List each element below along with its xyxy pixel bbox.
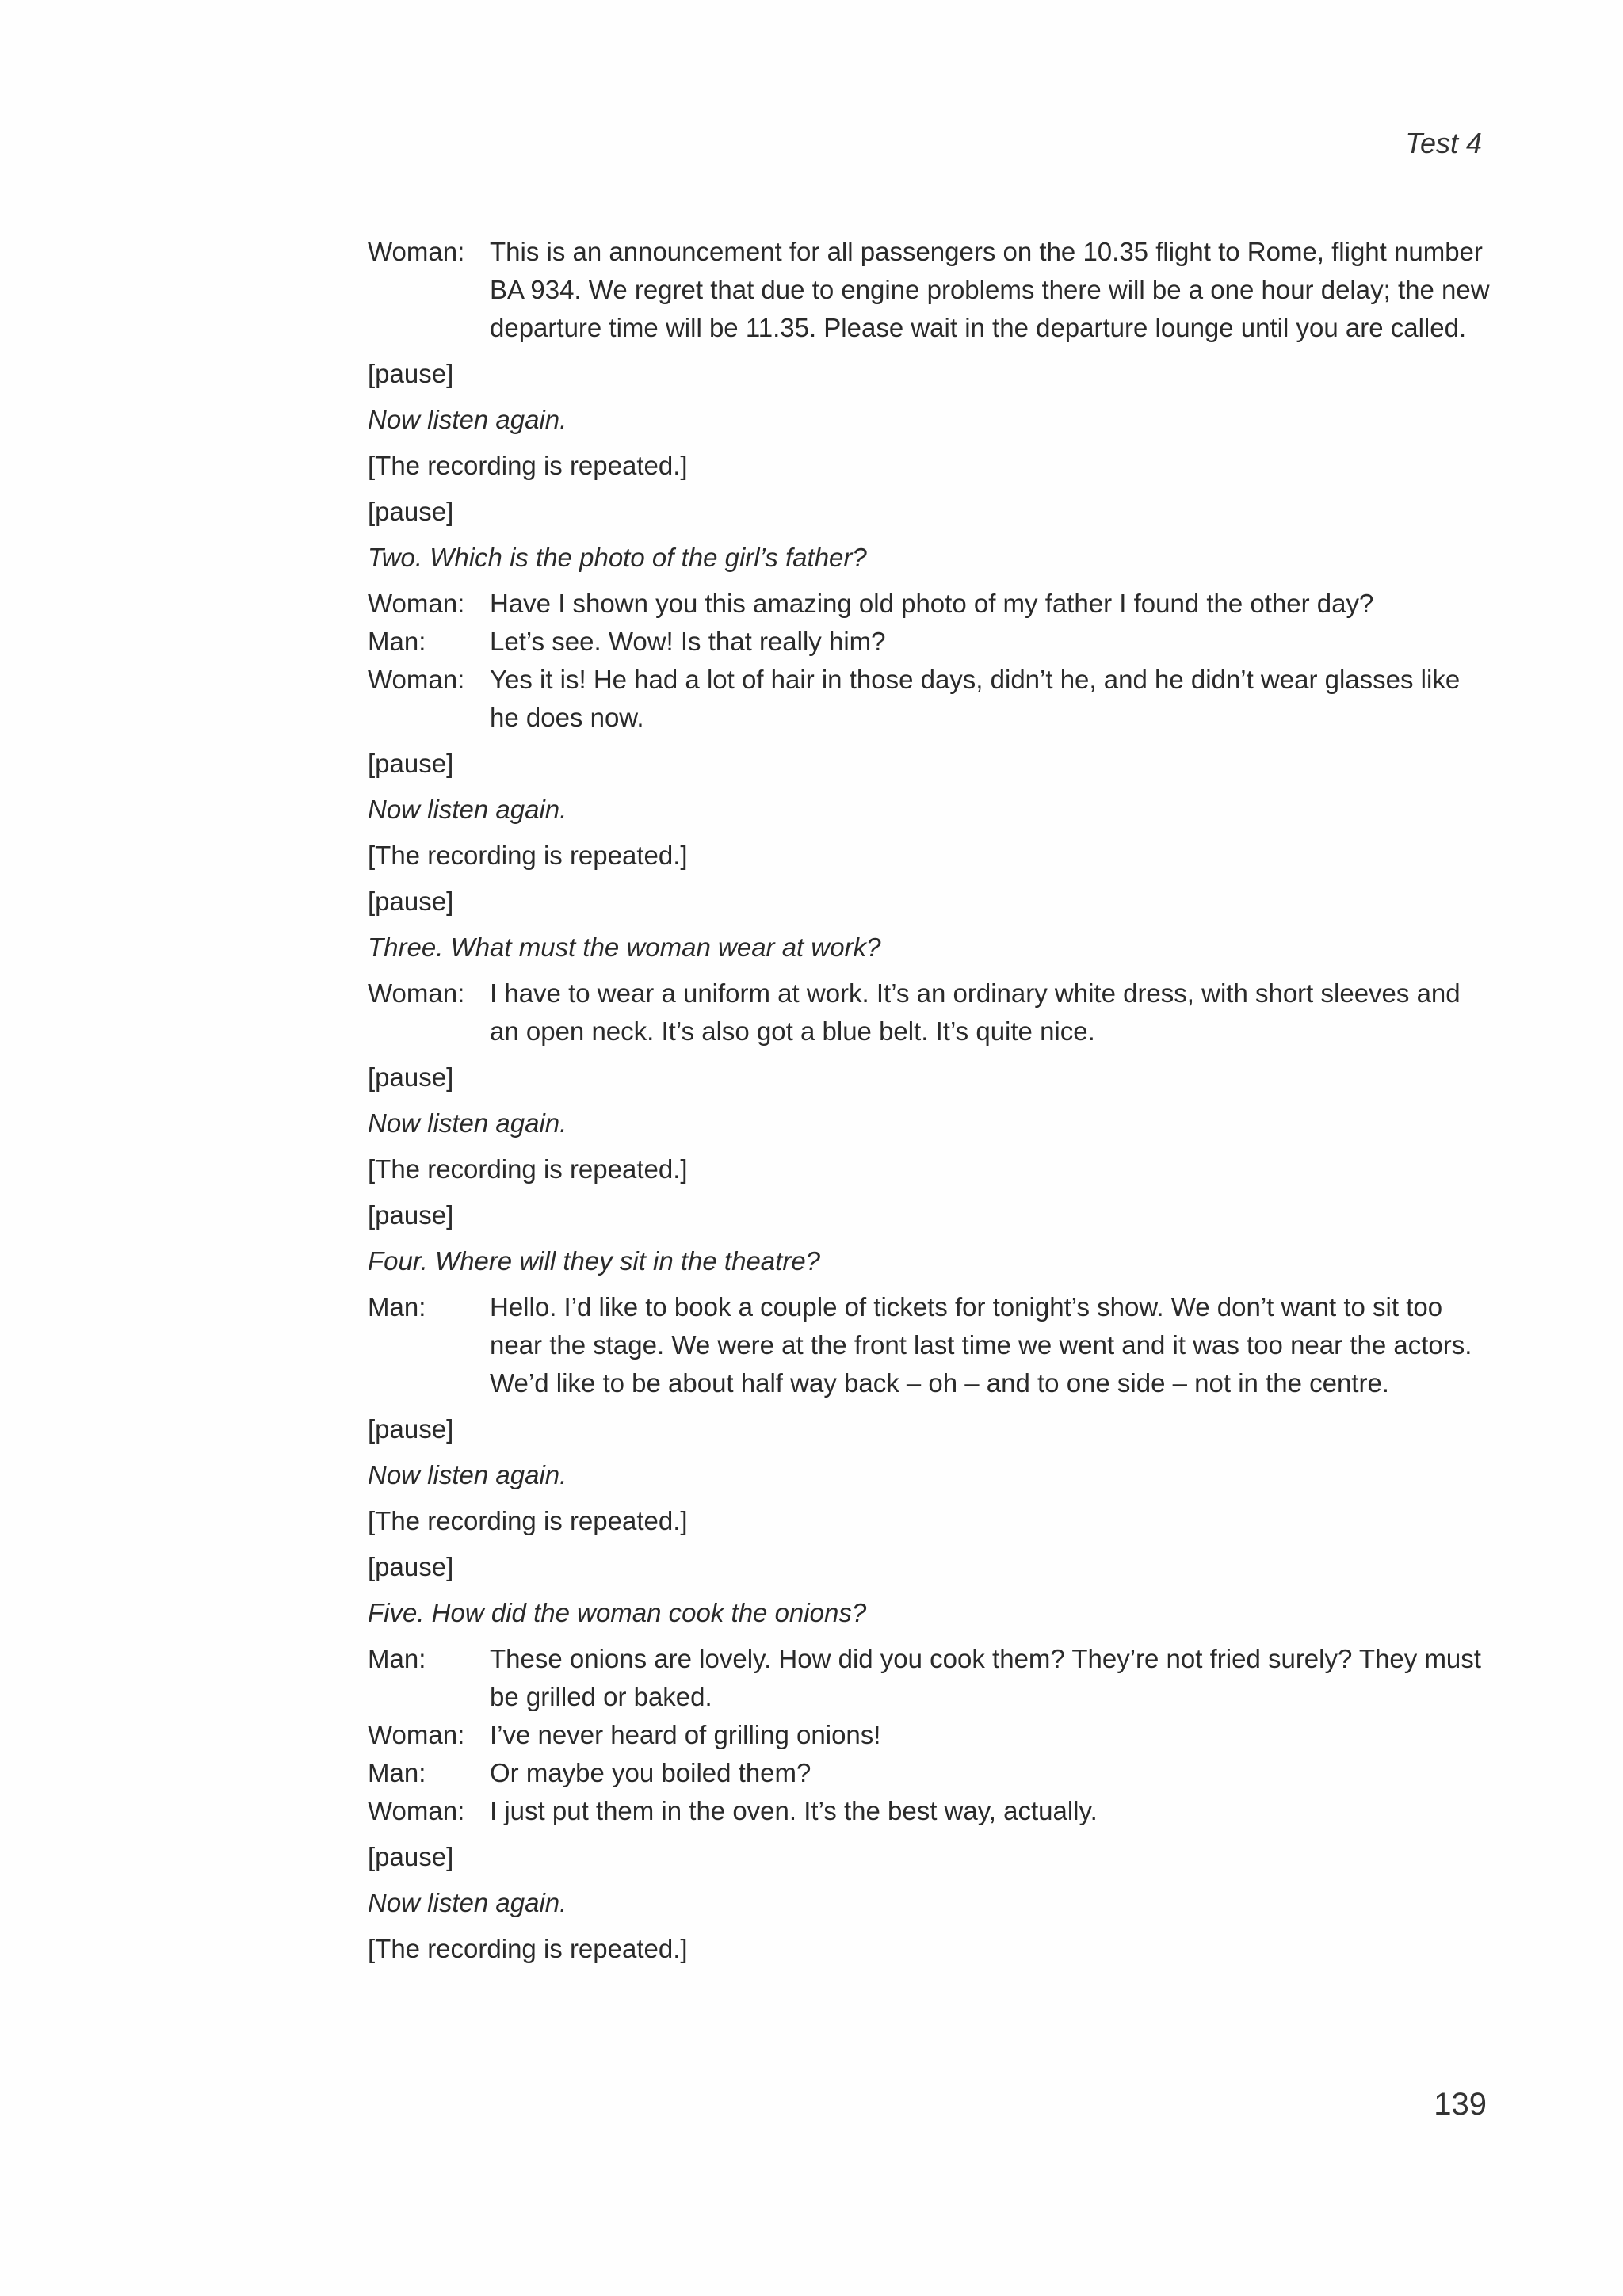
speech-text: Hello. I’d like to book a couple of tickets for tonight’s show. We don’t want to sit too near the stage. We were at the front last time we went and it was too near the actors. We’d like to be about half way back – oh – and to one side – not in the centre. xyxy=(490,1292,1472,1398)
speaker-label: Man: xyxy=(368,1644,426,1673)
dialogue-line xyxy=(368,1716,1493,1754)
speech-text: Or maybe you boiled them? xyxy=(490,1758,812,1787)
speech-text: I just put them in the oven. It’s the best way, actually. xyxy=(490,1796,1098,1825)
stage-direction: [pause] xyxy=(368,359,454,388)
dialogue-line xyxy=(368,974,1493,1051)
speech-text: I have to wear a uniform at work. It’s an ordinary white dress, with short sleeves and an open neck. It’s also got a blue belt. It’s quite nice. xyxy=(490,978,1461,1046)
page-number: 139 xyxy=(1434,2087,1487,2122)
dialogue-line xyxy=(368,1792,1493,1830)
speaker-label: Woman: xyxy=(368,1796,465,1825)
stage-direction: [pause] xyxy=(368,1552,454,1581)
running-head: Test 4 xyxy=(1405,127,1482,159)
dialogue-line xyxy=(368,1288,1493,1402)
instruction-text: Now listen again. xyxy=(368,1888,567,1917)
transcript-body xyxy=(368,233,1493,1976)
speech-text: Let’s see. Wow! Is that really him? xyxy=(490,627,886,656)
instruction-text: Four. Where will they sit in the theatre? xyxy=(368,1246,821,1276)
speech-text: I’ve never heard of grilling onions! xyxy=(490,1720,881,1749)
dialogue-line xyxy=(368,623,1493,661)
dialogue-line xyxy=(368,1754,1493,1792)
speaker-label: Woman: xyxy=(368,978,465,1008)
instruction-text: Now listen again. xyxy=(368,795,567,824)
stage-direction: [pause] xyxy=(368,497,454,526)
instruction-text: Now listen again. xyxy=(368,1460,567,1489)
instruction-text: Two. Which is the photo of the girl’s father? xyxy=(368,543,867,572)
speaker-label: Woman: xyxy=(368,589,465,618)
speaker-label: Man: xyxy=(368,1758,426,1787)
instruction-text: Three. What must the woman wear at work? xyxy=(368,933,881,962)
stage-direction: [pause] xyxy=(368,1414,454,1444)
speaker-label: Woman: xyxy=(368,237,465,266)
speaker-label: Woman: xyxy=(368,1720,465,1749)
stage-direction: [The recording is repeated.] xyxy=(368,1934,688,1963)
stage-direction: [pause] xyxy=(368,1200,454,1230)
instruction-text: Now listen again. xyxy=(368,1108,567,1138)
dialogue-line xyxy=(368,661,1493,737)
stage-direction: [pause] xyxy=(368,749,454,778)
speaker-label: Woman: xyxy=(368,665,465,694)
stage-direction: [pause] xyxy=(368,1062,454,1092)
dialogue-line xyxy=(368,1640,1493,1716)
instruction-text: Five. How did the woman cook the onions? xyxy=(368,1598,867,1627)
stage-direction: [The recording is repeated.] xyxy=(368,1154,688,1184)
speech-text: Yes it is! He had a lot of hair in those days, didn’t he, and he didn’t wear glasses like he does now. xyxy=(490,665,1461,732)
speech-text: Have I shown you this amazing old photo of my father I found the other day? xyxy=(490,589,1374,618)
stage-direction: [The recording is repeated.] xyxy=(368,1506,688,1535)
speaker-label: Man: xyxy=(368,627,426,656)
speech-text: These onions are lovely. How did you cook them? They’re not fried surely? They must be grilled or baked. xyxy=(490,1644,1481,1711)
stage-direction: [pause] xyxy=(368,887,454,916)
stage-direction: [The recording is repeated.] xyxy=(368,841,688,870)
stage-direction: [The recording is repeated.] xyxy=(368,451,688,480)
dialogue-line xyxy=(368,233,1493,347)
speaker-label: Man: xyxy=(368,1292,426,1322)
instruction-text: Now listen again. xyxy=(368,405,567,434)
dialogue-line xyxy=(368,585,1493,623)
stage-direction: [pause] xyxy=(368,1842,454,1871)
speech-text: This is an announcement for all passengers on the 10.35 flight to Rome, flight number BA 934. We regret that due to engine problems there will be a one hour delay; the new departure time will be 11.35. Please wait in the departure lounge until you are called. xyxy=(490,237,1490,342)
